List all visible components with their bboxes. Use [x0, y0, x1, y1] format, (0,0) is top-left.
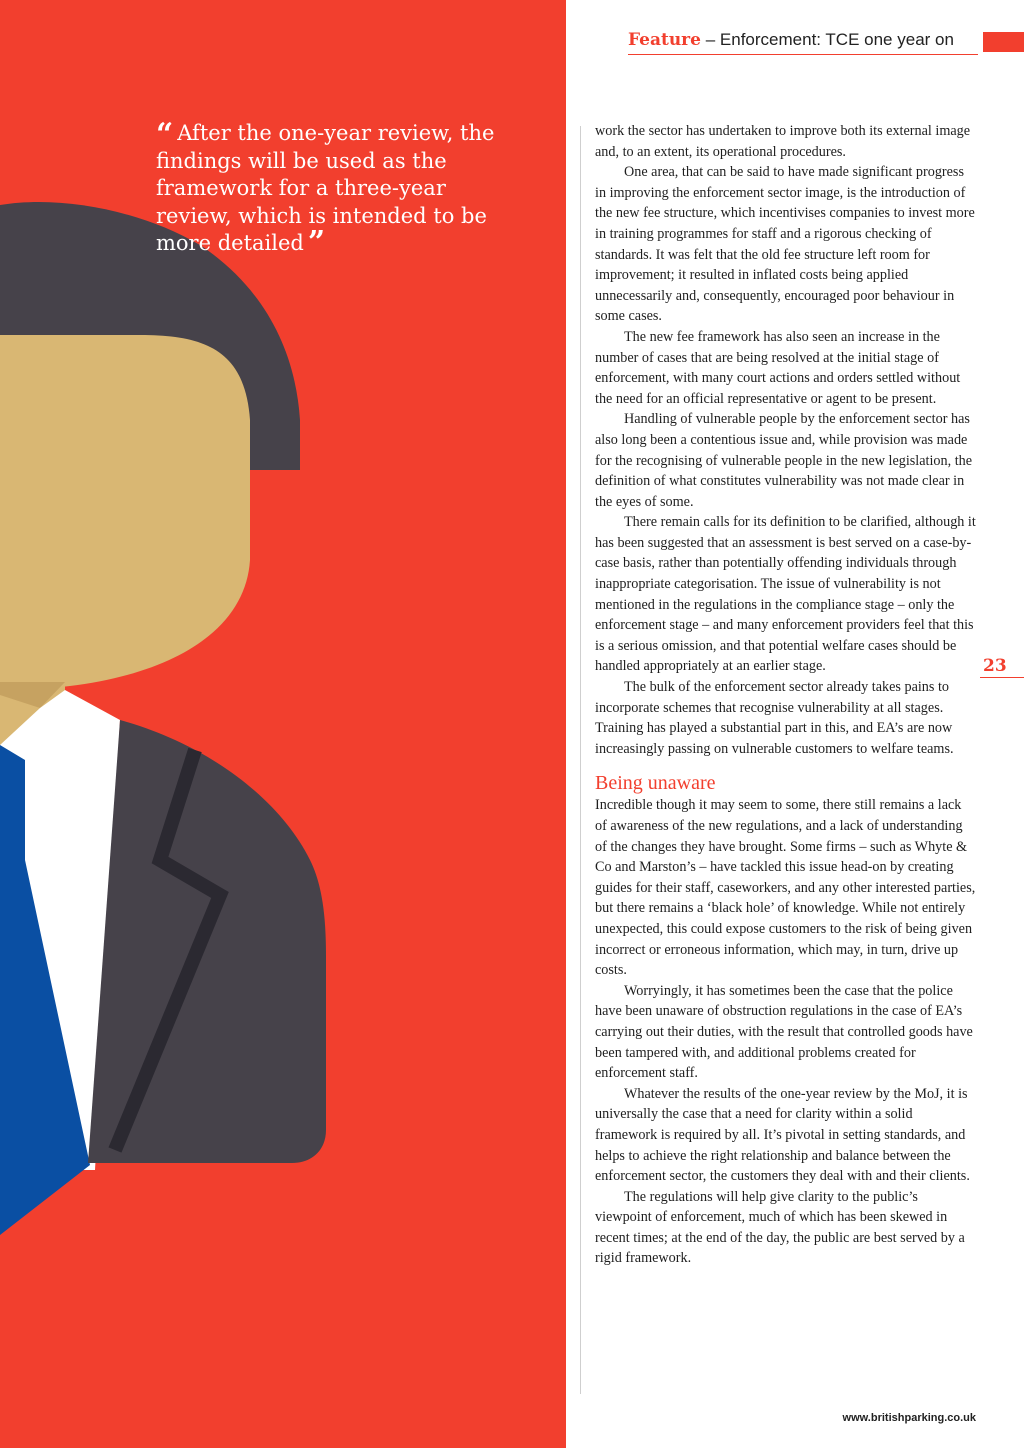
article-paragraph: The regulations will help give clarity to the public’s viewpoint of enforcement, much of which has been skewed in recent times; at the end of the day, the public are best served by a rigid framework. [595, 1188, 965, 1267]
close-quote-mark: ” [307, 225, 326, 260]
footer-url: www.britishparking.co.uk [842, 1412, 976, 1424]
article-subheading: Being unaware [595, 772, 716, 795]
header-tab [983, 32, 1024, 52]
page-number: 23 [983, 656, 1007, 676]
article-paragraph: There remain calls for its definition to be clarified, although it has been suggested that an assessment is best served on a case-by-case basis, rather than potentially offending individuals through inappropriate categorisation. The issue of vulnerability is not mentioned in the regulations in the compliance stage – only the enforcement stage – and many enforcement providers feel that this is a serious omission, and that potential welfare cases should be handled appropriately at an earlier stage. [595, 514, 976, 675]
open-quote-mark: “ [156, 117, 174, 152]
article-body [595, 121, 976, 1269]
article-paragraph: Worryingly, it has sometimes been the case that the police have been unaware of obstruction regulations in the case of EA’s carrying out their duties, with the result that controlled goods have been tampered with, and additional problems created for enforcement staff. [595, 982, 973, 1082]
article-paragraph: Whatever the results of the one-year review by the MoJ, it is universally the case that a need for clarity within a solid framework is required by all. It’s pivotal in setting standards, and helps to achieve the right relationship and balance between the enforcement sector, the customers they deal with and their clients. [595, 1085, 970, 1185]
article-paragraph: The new fee framework has also seen an increase in the number of cases that are being resolved at the initial stage of enforcement, with many court actions and orders settled without the need for an official representative or agent to be present. [595, 328, 961, 407]
header-separator: – [705, 30, 716, 49]
pull-quote [156, 117, 516, 260]
article-paragraph: work the sector has undertaken to improve both its external image and, to an extent, its operational procedures. [595, 123, 971, 160]
page-number-rule [980, 677, 1024, 678]
face-shape [0, 335, 250, 690]
article-paragraph: Handling of vulnerable people by the enforcement sector has also long been a contentious issue and, while provision was made for the recognising of vulnerable people in the new legislation, the definition of what constitutes vulnerability was not made clear in the eyes of some. [595, 411, 973, 510]
article-paragraph: Incredible though it may seem to some, there still remains a lack of awareness of the new regulations, and a lack of understanding of the changes they have brought. Some firms – such as Whyte & Co and Marston’s – have tackled this issue head-on by creating guides for their staff, caseworkers, and any other interested parties, but there remains a ‘black hole’ of knowledge. While not entirely unexpected, this could expose customers to the risk of being given incorrect or erroneous information, which may, in turn, drive up costs. [595, 797, 976, 979]
header-title: Enforcement: TCE one year on [719, 30, 954, 49]
header-section: Feature [628, 30, 701, 50]
article-paragraph: The bulk of the enforcement sector already takes pains to incorporate schemes that recognise vulnerability at all stages. Training has played a substantial part in this, and EA’s are now increasingly passing on vulnerable customers to welfare teams. [595, 679, 954, 757]
article-paragraph: One area, that can be said to have made significant progress in improving the enforcement sector image, is the introduction of the new fee structure, which incentivises companies to invest more in training programmes for staff and a rigorous checking of standards. It was felt that the old fee structure left room for improvement; it resulted in inflated costs being applied unnecessarily and, consequently, encouraged poor behaviour in some cases. [595, 164, 975, 325]
pull-quote-text: After the one-year review, the findings will be used as the framework for a three-year review, which is intended to be more detailed [156, 121, 495, 255]
running-header [628, 30, 978, 55]
column-rule [580, 126, 581, 1394]
